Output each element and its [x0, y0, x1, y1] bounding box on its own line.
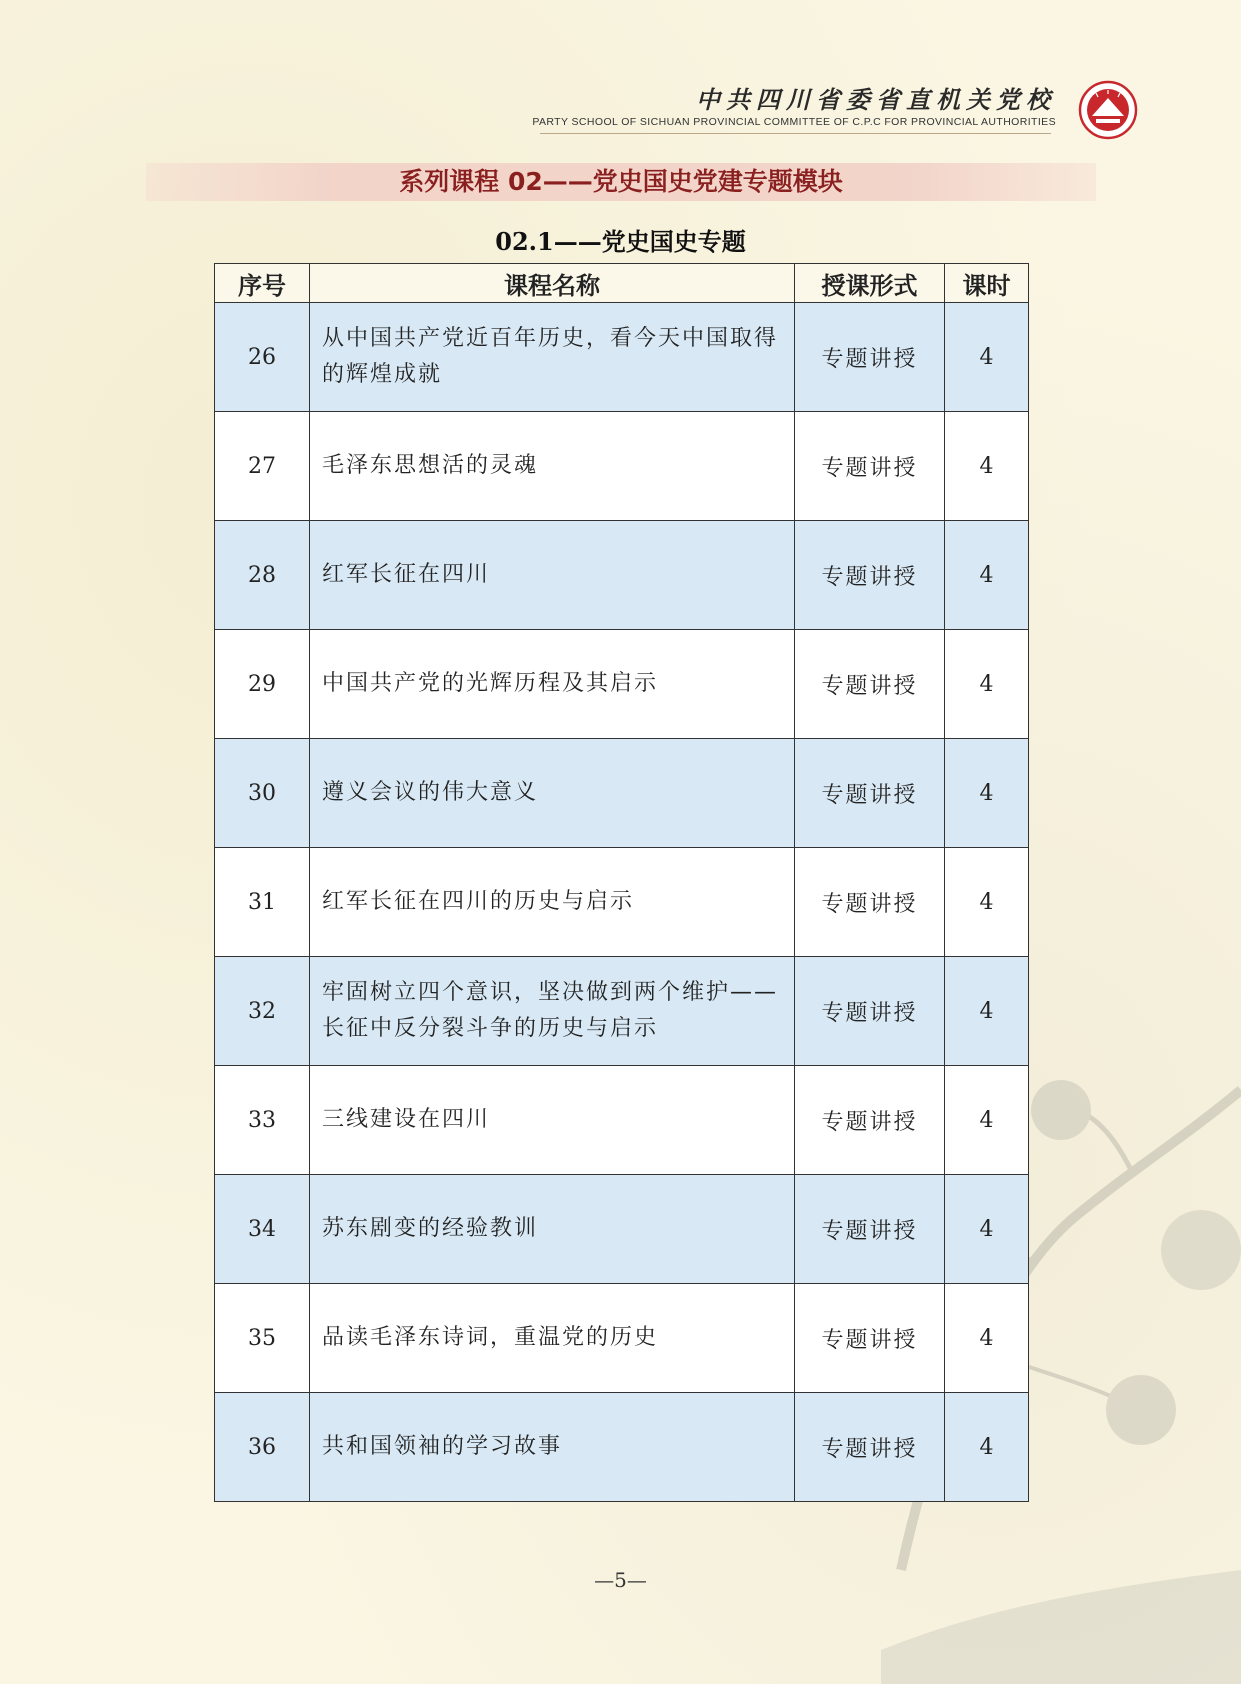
- course-name: 品读毛泽东诗词，重温党的历史: [310, 1284, 795, 1393]
- course-form: 专题讲授: [795, 739, 945, 848]
- table-row: [215, 848, 1029, 957]
- course-hours: 4: [945, 739, 1029, 848]
- course-hours: 4: [945, 1284, 1029, 1393]
- course-table: [214, 263, 1029, 1502]
- course-num: 28: [215, 521, 310, 630]
- org-name-en: PARTY SCHOOL OF SICHUAN PROVINCIAL COMMITTEE OF C.P.C FOR PROVINCIAL AUTHORITIES: [532, 116, 1056, 128]
- course-hours: 4: [945, 1175, 1029, 1284]
- table-row: [215, 303, 1029, 412]
- table-row: [215, 957, 1029, 1066]
- header-divider: [540, 133, 1051, 134]
- course-form: 专题讲授: [795, 957, 945, 1066]
- table-row: [215, 1066, 1029, 1175]
- course-name: 中国共产党的光辉历程及其启示: [310, 630, 795, 739]
- course-hours: 4: [945, 1066, 1029, 1175]
- column-header-hours: 课时: [945, 264, 1029, 303]
- course-name: 红军长征在四川: [310, 521, 795, 630]
- course-name: 共和国领袖的学习故事: [310, 1393, 795, 1502]
- course-hours: 4: [945, 303, 1029, 412]
- course-hours: 4: [945, 848, 1029, 957]
- course-name: 三线建设在四川: [310, 1066, 795, 1175]
- course-name: 苏东剧变的经验教训: [310, 1175, 795, 1284]
- course-name: 毛泽东思想活的灵魂: [310, 412, 795, 521]
- column-header-name: 课程名称: [310, 264, 795, 303]
- course-form: 专题讲授: [795, 848, 945, 957]
- course-hours: 4: [945, 1393, 1029, 1502]
- course-num: 34: [215, 1175, 310, 1284]
- table-row: [215, 1393, 1029, 1502]
- course-num: 31: [215, 848, 310, 957]
- course-form: 专题讲授: [795, 630, 945, 739]
- table-row: [215, 412, 1029, 521]
- course-form: 专题讲授: [795, 521, 945, 630]
- course-num: 29: [215, 630, 310, 739]
- course-form: 专题讲授: [795, 1284, 945, 1393]
- course-num: 36: [215, 1393, 310, 1502]
- course-num: 35: [215, 1284, 310, 1393]
- course-form: 专题讲授: [795, 1393, 945, 1502]
- table-row: [215, 739, 1029, 848]
- course-hours: 4: [945, 630, 1029, 739]
- course-num: 32: [215, 957, 310, 1066]
- party-school-logo-icon: [1078, 80, 1138, 140]
- course-form: 专题讲授: [795, 303, 945, 412]
- org-name-cn: 中共四川省委省直机关党校: [696, 85, 1056, 114]
- course-num: 30: [215, 739, 310, 848]
- course-form: 专题讲授: [795, 1066, 945, 1175]
- table-row: [215, 1175, 1029, 1284]
- course-num: 33: [215, 1066, 310, 1175]
- course-num: 26: [215, 303, 310, 412]
- series-banner-title: 系列课程 02——党史国史党建专题模块: [146, 163, 1096, 201]
- column-header-form: 授课形式: [795, 264, 945, 303]
- section-title: 02.1——党史国史专题: [495, 227, 746, 256]
- course-form: 专题讲授: [795, 1175, 945, 1284]
- table-row: [215, 521, 1029, 630]
- table-header-row: [215, 264, 1029, 303]
- course-name: 红军长征在四川的历史与启示: [310, 848, 795, 957]
- column-header-num: 序号: [215, 264, 310, 303]
- course-name: 从中国共产党近百年历史，看今天中国取得的辉煌成就: [310, 303, 795, 412]
- page-number: —5—: [594, 1568, 647, 1592]
- table-row: [215, 1284, 1029, 1393]
- course-num: 27: [215, 412, 310, 521]
- course-form: 专题讲授: [795, 412, 945, 521]
- table-row: [215, 630, 1029, 739]
- course-name: 遵义会议的伟大意义: [310, 739, 795, 848]
- course-hours: 4: [945, 412, 1029, 521]
- course-hours: 4: [945, 957, 1029, 1066]
- course-hours: 4: [945, 521, 1029, 630]
- course-name: 牢固树立四个意识，坚决做到两个维护——长征中反分裂斗争的历史与启示: [310, 957, 795, 1066]
